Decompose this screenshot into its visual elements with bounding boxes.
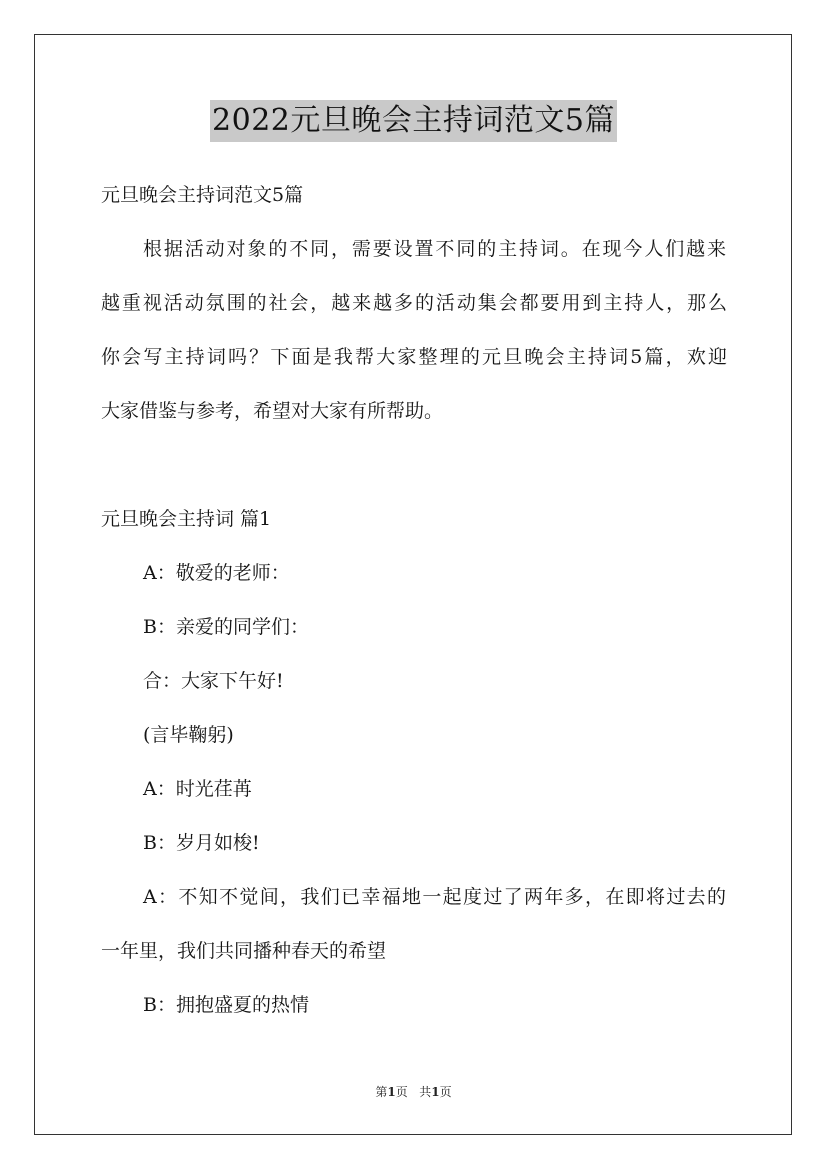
footer-total-number: 1 [431, 1085, 440, 1099]
dialogue-line-5: A：时光荏苒 [143, 778, 252, 800]
dialogue-line-6: B：岁月如梭! [143, 832, 260, 854]
dialogue-line-4: (言毕鞠躬) [143, 724, 234, 746]
title-container [0, 100, 827, 142]
subtitle: 元旦晚会主持词范文5篇 [101, 184, 304, 206]
footer-page-prefix: 第 [375, 1085, 388, 1099]
intro-line-4: 大家借鉴与参考，希望对大家有所帮助。 [101, 400, 444, 422]
intro-line-3: 你会写主持词吗？下面是我帮大家整理的元旦晚会主持词5篇，欢迎 [101, 346, 727, 368]
dialogue-line-8: 一年里，我们共同播种春天的希望 [101, 940, 387, 962]
dialogue-line-3: 合：大家下午好! [143, 670, 284, 692]
footer-total-suffix: 页 [439, 1085, 452, 1099]
document-title: 2022元旦晚会主持词范文5篇 [210, 100, 617, 142]
dialogue-line-2: B：亲爱的同学们： [143, 616, 309, 638]
footer-total-prefix: 共 [419, 1085, 432, 1099]
footer-page-number: 1 [387, 1085, 396, 1099]
intro-line-2: 越重视活动氛围的社会，越来越多的活动集会都要用到主持人，那么 [101, 292, 727, 314]
dialogue-line-9: B：拥抱盛夏的热情 [143, 994, 309, 1016]
dialogue-line-1: A：敬爱的老师： [143, 562, 290, 584]
dialogue-line-7: A：不知不觉间，我们已幸福地一起度过了两年多，在即将过去的 [143, 886, 726, 908]
footer-page-suffix: 页 [395, 1085, 408, 1099]
intro-line-1: 根据活动对象的不同，需要设置不同的主持词。在现今人们越来 [143, 238, 726, 260]
section-heading: 元旦晚会主持词 篇1 [101, 508, 272, 530]
page-footer [0, 1084, 827, 1100]
